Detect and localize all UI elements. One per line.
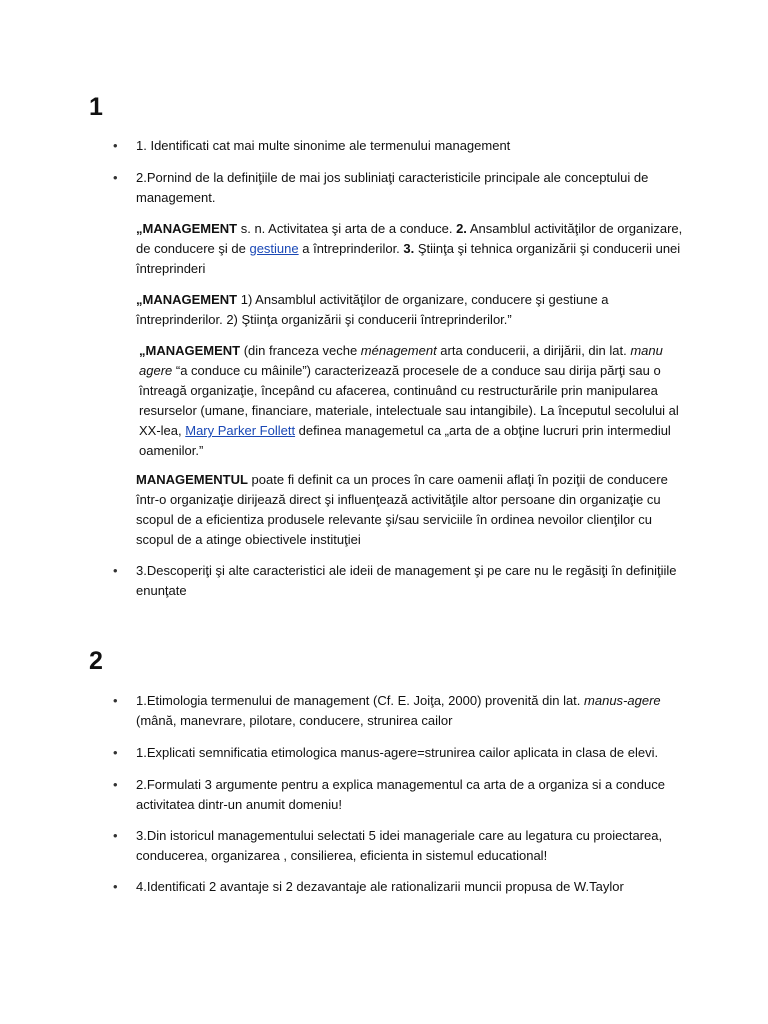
- definition-3: „MANAGEMENT (din franceza veche ménagement arta conducerii, a dirijării, din lat. manu agere “a conduce cu mâinile”) caracterizează procesele de a conduce sau dirija părţi sau o întreagă organizaţie, începând cu afacerea, continuând cu restructurările prin manipularea resurselor (umane, financiare, materiale, intelectuale sau intangibile). La începutul secolului al XX-lea, Mary Parker Follett definea managemetul ca „arta de a obţine lucruri prin intermediul oamenilor.”: [139, 343, 679, 458]
- section-number-2: 2: [89, 647, 103, 675]
- task-history-ideas: 3.Din istoricul managementului selectati 5 idei manageriale care au legatura cu proiectarea, conducerea, organizarea , consilierea, eficienta in sistemul educational!: [136, 828, 663, 863]
- task-arguments: 2.Formulati 3 argumente pentru a explica managementul ca arta de a organiza si a conduce activitatea dintr-un anumit domeniu!: [136, 777, 665, 812]
- task-explain-etymology: 1.Explicati semnificatia etimologica manus-agere=strunirea cailor aplicata in clasa de elevi.: [136, 745, 659, 760]
- mary-parker-follett-link[interactable]: Mary Parker Follett: [185, 423, 296, 438]
- bullet: •: [113, 879, 118, 894]
- definition-2: „MANAGEMENT 1) Ansamblul activităţilor de organizare, conducere şi gestiune a întreprinderilor. 2) Ştiinţa organizării şi conducerii întreprinderilor.”: [136, 292, 609, 327]
- bullet: •: [113, 138, 118, 153]
- definition-1: „MANAGEMENT s. n. Activitatea şi arta de a conduce. 2. Ansamblul activităţilor de organizare, de conducere şi de gestiune a întreprinderilor. 3. Ştiinţa şi tehnica organizării şi conducerii unei întreprinderi: [136, 221, 683, 276]
- etymology-item: 1.Etimologia termenului de management (Cf. E. Joiţa, 2000) provenită din lat. manus-agere (mână, manevrare, pilotare, conducere, strunirea cailor: [136, 693, 661, 728]
- gestiune-link[interactable]: gestiune: [249, 241, 299, 256]
- bullet: •: [113, 828, 118, 843]
- section-number-1: 1: [89, 93, 103, 121]
- question-other-characteristics: 3.Descoperiţi şi alte caracteristici ale ideii de management şi pe care nu le regăsiţi în definiţiile enunţate: [136, 563, 677, 598]
- question-definitions: 2.Pornind de la definiţiile de mai jos subliniaţi caracteristicile principale ale conceptului de management.: [136, 170, 649, 205]
- bullet: •: [113, 563, 118, 578]
- bullet: •: [113, 170, 118, 185]
- task-taylor: 4.Identificati 2 avantaje si 2 dezavantaje ale rationalizarii muncii propusa de W.Taylor: [136, 879, 624, 894]
- question-synonyms: 1. Identificati cat mai multe sinonime ale termenului management: [136, 138, 511, 153]
- definition-4: MANAGEMENTUL poate fi definit ca un proces în care oamenii aflaţi în poziţii de conducere într-o organizaţie dirijează direct şi influenţează activităţile altor persoane din organizaţie cu scopul de a eficientiza produsele relevante şi/sau serviciile în ordinea nevoilor clienţilor cu scopul de a atinge obiectivele instituţiei: [136, 472, 668, 547]
- bullet: •: [113, 777, 118, 792]
- bullet: •: [113, 693, 118, 708]
- bullet: •: [113, 745, 118, 760]
